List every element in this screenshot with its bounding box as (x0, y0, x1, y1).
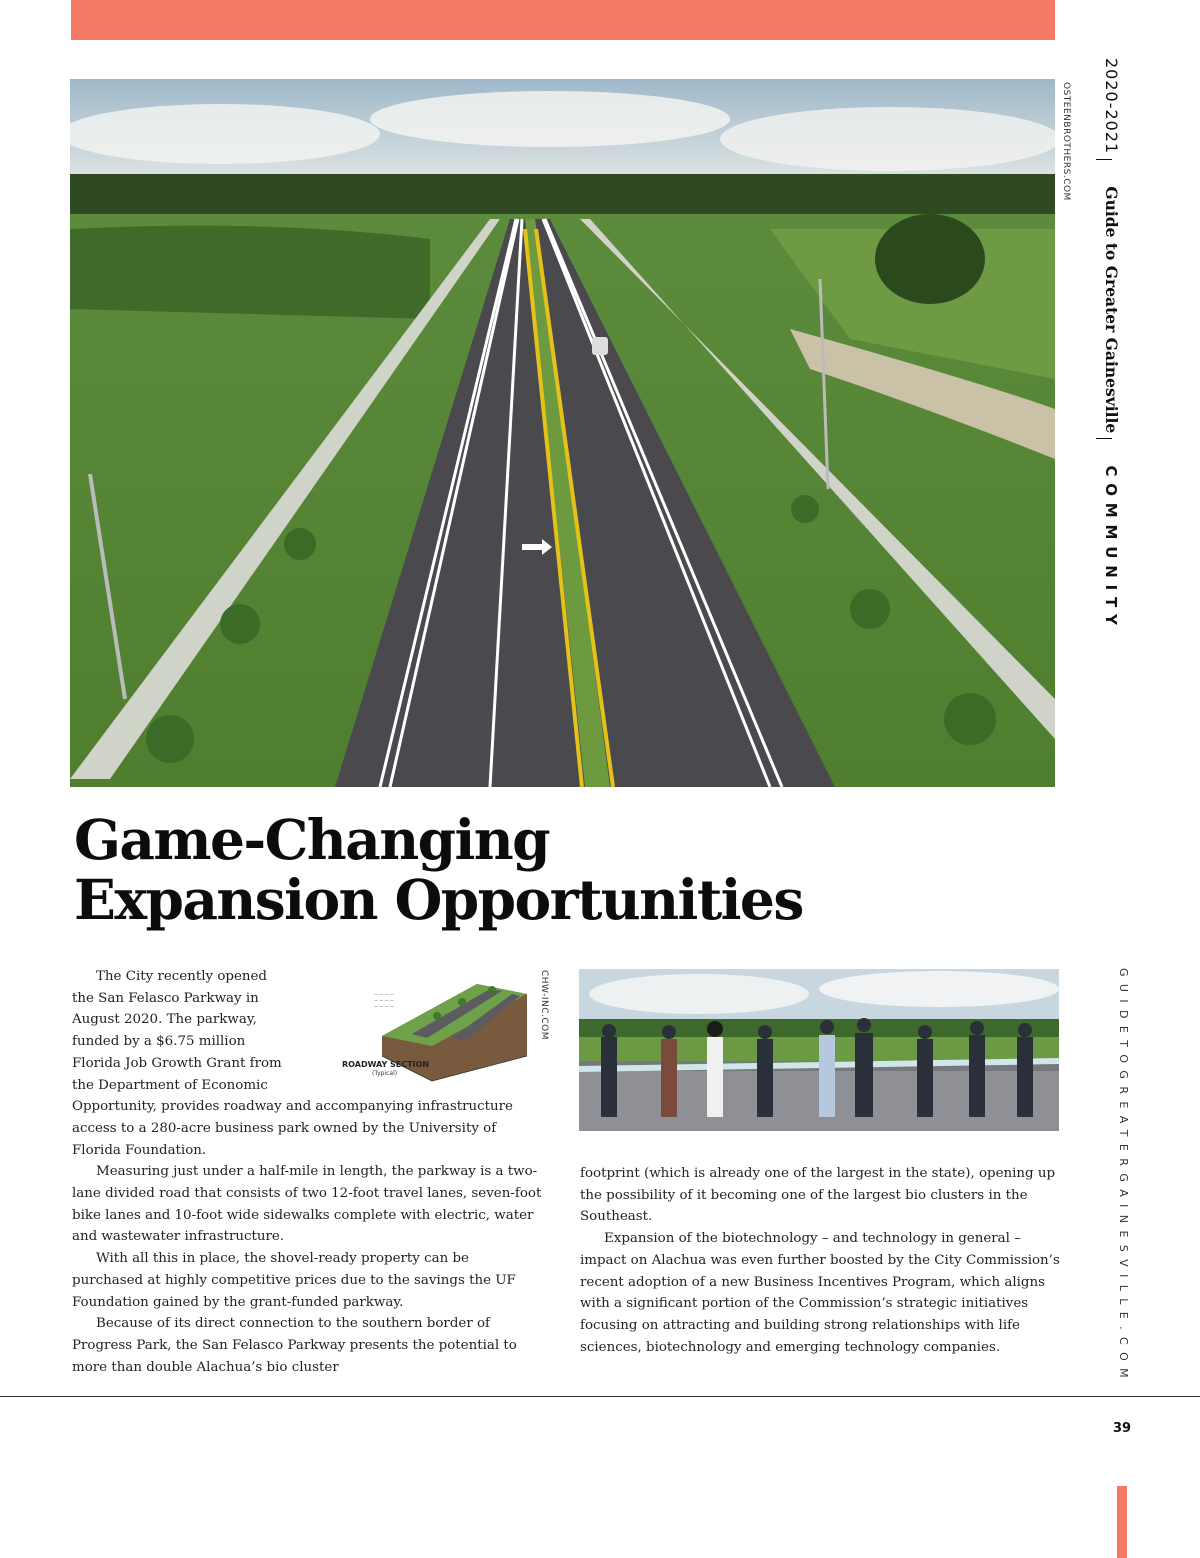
hero-photo-credit: OSTEENBROTHERS.COM (1061, 82, 1071, 201)
sidebar-section-name: COMMUNITY (1102, 465, 1120, 632)
text-line: funded by a $6.75 million (72, 1034, 246, 1050)
sidebar-divider (1111, 159, 1112, 181)
ribbon-cutting-photo (579, 969, 1059, 1131)
headline-line-2: Expansion Opportunities (74, 867, 803, 932)
text-line: Florida Job Growth Grant from (72, 1055, 282, 1071)
section-sidebar (1102, 58, 1121, 632)
sidebar-divider (1111, 438, 1112, 460)
paragraph: Expansion of the biotechnology – and technology in general – impact on Alachua was even further boosted by the City Commission’s recent adoption of a new Business Incentives Program, which aligns with a significant portion of the Commission’s strategic initiatives focusing on attracting and building strong relationships with life sciences, biotechnology and emerging technology companies. (580, 1231, 1060, 1355)
text-line: The City recently opened (96, 969, 268, 984)
text-line: August 2020. The parkway, (72, 1012, 257, 1028)
diagram-label: ROADWAY SECTION (342, 1060, 430, 1069)
diagram-credit: CHW-INC.COM (539, 970, 549, 1040)
article-column-1 (72, 966, 542, 1378)
sidebar-url: GUIDETOGREATERGAINESVILLE.COM (1117, 968, 1130, 1386)
svg-text:— — — —: — — — — (374, 998, 394, 1003)
page-number: 39 (1113, 1421, 1132, 1436)
text-line: the San Felasco Parkway in (72, 990, 259, 1006)
article-column-2 (580, 1163, 1060, 1358)
paragraph: Opportunity, provides roadway and accompanying infrastructure access to a 280-acre business park owned by the University of Florida Foundation. (72, 1099, 513, 1158)
page-accent-bar (1117, 1486, 1127, 1558)
headline-line-1: Game-Changing (74, 807, 550, 872)
col1-wrapped-lines (72, 966, 334, 1096)
paragraph: footprint (which is already one of the largest in the state), opening up the possibility of it becoming one of the largest bio clusters in the Southeast. (580, 1166, 1056, 1225)
paragraph: With all this in place, the shovel-ready property can be purchased at highly competitive prices due to the savings the UF Foundation gained by the grant-funded parkway. (72, 1251, 516, 1310)
text-line: the Department of Economic (72, 1077, 268, 1093)
article-headline (74, 807, 803, 932)
sidebar-year: 2020-2021 (1102, 58, 1121, 155)
svg-text:— — — —: — — — — (374, 992, 394, 997)
footer-rule (0, 1396, 1200, 1397)
paragraph: Measuring just under a half-mile in length, the parkway is a two-lane divided road that consists of two 12-foot travel lanes, seven-foot bike lanes and 10-foot wide sidewalks complete with electric, water and wastewater infrastructure. (72, 1164, 542, 1245)
top-accent-bar (71, 0, 1055, 40)
paragraph: Because of its direct connection to the southern border of Progress Park, the San Felasco Parkway presents the potential to more than double Alachua’s bio cluster (72, 1316, 517, 1375)
svg-text:— — — —: — — — — (374, 1004, 394, 1009)
diagram-sublabel: (Typical) (372, 1070, 398, 1077)
hero-photo-parkway-aerial (70, 79, 1055, 787)
sidebar-guide-title: Guide to Greater Gainesville (1102, 186, 1121, 434)
